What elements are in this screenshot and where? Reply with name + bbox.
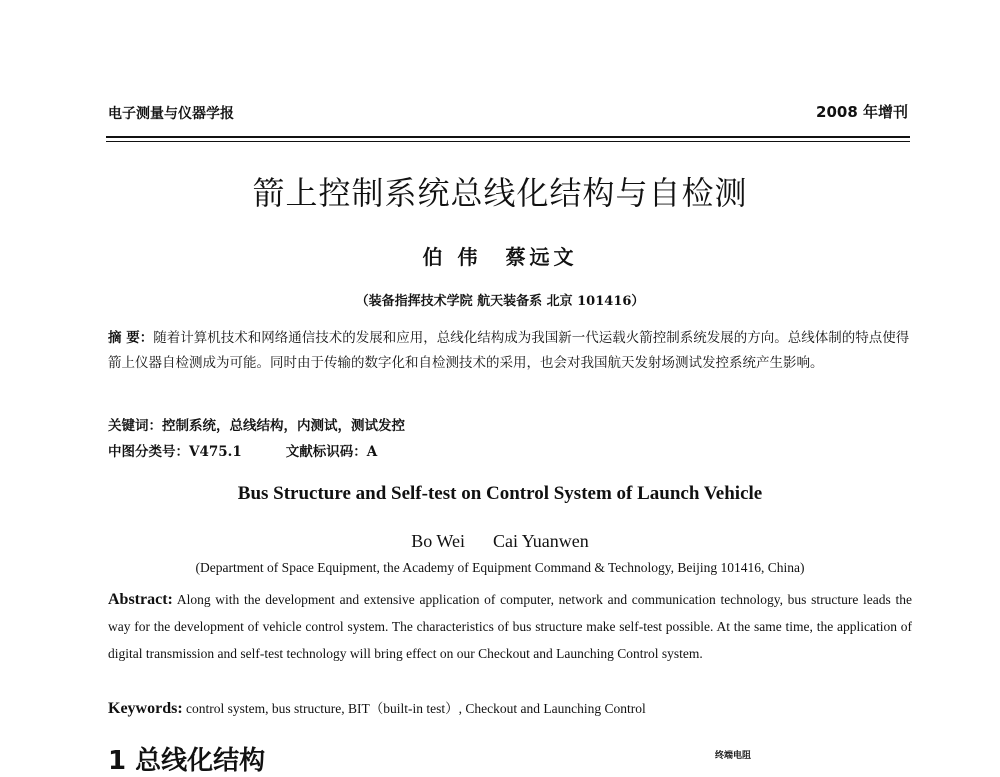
section-heading: 1 总线化结构 <box>108 746 266 776</box>
affiliation-cn: （装备指挥技术学院 航天装备系 北京 101416） <box>355 294 645 309</box>
author-en-2: Cai Yuanwen <box>492 531 589 551</box>
authors-cn: 伯 伟 蔡远文 <box>422 245 578 269</box>
keywords-cn-text: 控制系统，总线结构，内测试，测试发控 <box>162 418 405 434</box>
header-rule-thick <box>106 136 910 138</box>
doc-code-label: 文献标识码： <box>285 444 367 460</box>
abstract-cn-text: 随着计算机技术和网络通信技术的发展和应用，总线化结构成为我国新一代运载火箭控制系统发展的方向。总线体制的特点使得箭上仪器自检测成为可能。同时由于传输的数字化和自检测技术的采用，也会对我国航天发射场测试发控系统产生影响。 <box>108 330 910 371</box>
keywords-en-label: Keywords: <box>108 700 183 717</box>
journal-name: 电子测量与仪器学报 <box>108 106 234 122</box>
header-rule-thin <box>106 141 910 142</box>
figure-label: 终端电阻 <box>715 751 752 761</box>
abstract-en-label: Abstract: <box>108 591 173 608</box>
affiliation-en: (Department of Space Equipment, the Academy of Equipment Command & Technology, Beijing 101416, China) <box>195 560 805 575</box>
keywords-en <box>108 695 912 722</box>
class-value: V475.1 <box>189 444 242 460</box>
abstract-en-text: Along with the development and extensive application of computer, network and communication technology, bus structure leads the way for the development of vehicle control system. The characteristics of bus structure make self-test possible. At the same time, the application of digital transmission and self-test technology will bring effect on our Checkout and Launching Control system. <box>108 592 912 661</box>
abstract-cn <box>108 326 912 376</box>
classification-line <box>108 440 912 465</box>
paper-title-en: Bus Structure and Self-test on Control System of Launch Vehicle <box>237 483 763 504</box>
abstract-en <box>108 586 912 667</box>
doc-code-value: A <box>366 444 378 460</box>
keywords-cn <box>108 414 912 439</box>
author-en-1: Bo Wei <box>411 531 465 551</box>
keywords-en-text: control system, bus structure, BIT（built-in test）, Checkout and Launching Control <box>182 701 646 716</box>
keywords-cn-label: 关键词： <box>108 418 162 434</box>
class-label: 中图分类号： <box>108 444 189 460</box>
paper-title-cn: 箭上控制系统总线化结构与自检测 <box>252 174 748 212</box>
authors-en <box>0 531 1000 552</box>
issue-label: 2008 年增刊 <box>816 103 908 121</box>
abstract-cn-label: 摘 要： <box>108 330 154 346</box>
